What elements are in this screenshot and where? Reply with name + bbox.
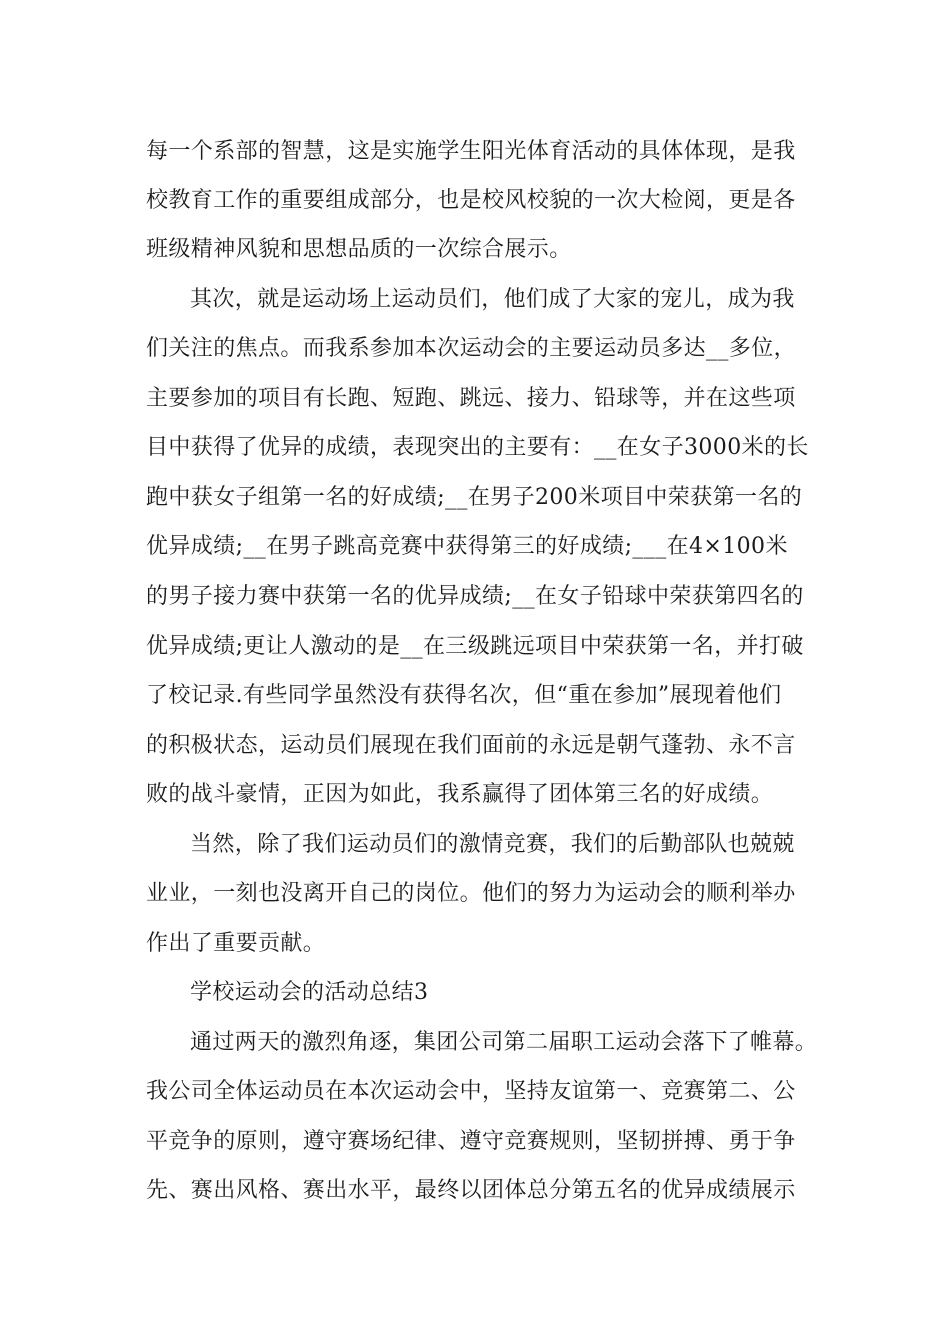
text-line: 先、赛出风格、赛出水平，最终以团体总分第五名的优异成绩展示 [146, 1178, 796, 1203]
text-line: 作出了重要贡献。 [146, 931, 326, 956]
text-line: 我公司全体运动员在本次运动会中，坚持友谊第一、竞赛第二、公 [146, 1079, 796, 1104]
text-line: 的积极状态，运动员们展现在我们面前的永远是朝气蓬勃、永不言 [146, 733, 796, 758]
text-line: 平竞争的原则，遵守赛场纪律、遵守竞赛规则，坚韧拼搏、勇于争 [146, 1129, 796, 1154]
text-line: 优异成绩;__在男子跳高竞赛中获得第三的好成绩;___在4×100米 [146, 534, 788, 559]
text-line: 的男子接力赛中获第一名的优异成绩;__在女子铅球中荣获第四名的 [146, 584, 804, 609]
text-line: 败的战斗豪情，正因为如此，我系赢得了团体第三名的好成绩。 [146, 782, 774, 807]
text-line: 目中获得了优异的成绩，表现突出的主要有：__在女子3000米的长 [146, 435, 809, 460]
text-line: 业业，一刻也没离开自己的岗位。他们的努力为运动会的顺利举办 [146, 881, 796, 906]
text-line: 其次，就是运动场上运动员们，他们成了大家的宠儿，成为我 [190, 287, 795, 312]
text-line: 班级精神风貌和思想品质的一次综合展示。 [146, 237, 572, 262]
text-line: 了校记录.有些同学虽然没有获得名次，但“重在参加”展现着他们 [146, 683, 782, 708]
text-line: 每一个系部的智慧，这是实施学生阳光体育活动的具体体现，是我 [146, 139, 796, 164]
text-line: 们关注的焦点。而我系参加本次运动会的主要运动员多达__多位， [146, 336, 797, 361]
text-line: 通过两天的激烈角逐，集团公司第二届职工运动会落下了帷幕。 [190, 1030, 818, 1055]
text-line: 主要参加的项目有长跑、短跑、跳远、接力、铅球等，并在这些项 [146, 386, 796, 411]
text-line: 跑中获女子组第一名的好成绩;__在男子200米项目中荣获第一名的 [146, 485, 803, 510]
text-line: 优异成绩;更让人激动的是__在三级跳远项目中荣获第一名，并打破 [146, 634, 804, 659]
text-line: 校教育工作的重要组成部分，也是校风校貌的一次大检阅，更是各 [146, 188, 796, 213]
section-heading: 学校运动会的活动总结3 [190, 980, 429, 1005]
text-line: 当然，除了我们运动员们的激情竞赛，我们的后勤部队也兢兢 [190, 832, 795, 857]
